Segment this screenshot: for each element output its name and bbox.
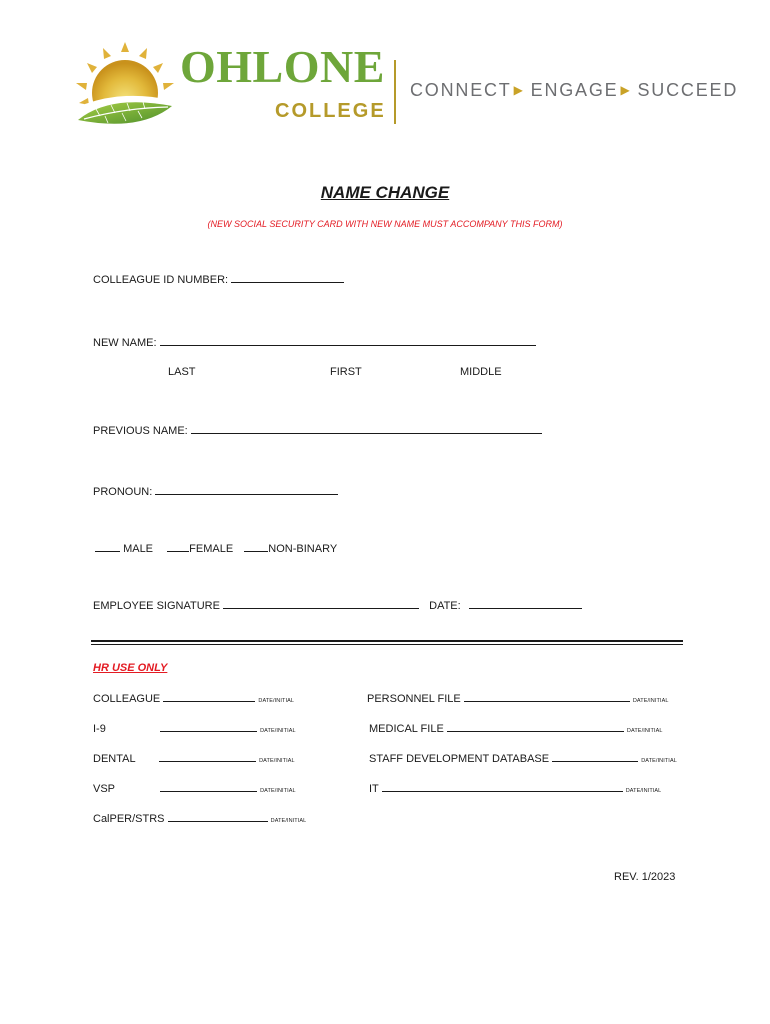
female-checkline[interactable] [167, 550, 189, 552]
hr-item-line[interactable] [159, 760, 256, 762]
form-title: NAME CHANGE [320, 183, 450, 202]
hr-item-label: COLLEAGUE [93, 693, 161, 705]
play-arrow-icon: ▶ [513, 83, 525, 97]
hr-personnel-row [367, 693, 669, 705]
colleague-id-field[interactable] [93, 274, 344, 286]
nonbinary-label: NON-BINARY [268, 543, 338, 555]
logo-wordmark: OHLONE [180, 41, 385, 92]
hr-item-line[interactable] [168, 820, 268, 822]
signature-line[interactable] [223, 607, 419, 609]
hr-item-label: STAFF DEVELOPMENT DATABASE [369, 753, 550, 765]
hr-item-label: MEDICAL FILE [369, 723, 444, 735]
hr-i9-line-group [160, 723, 296, 735]
tagline-connect: CONNECT [410, 80, 512, 100]
hr-item-label: I-9 [93, 723, 106, 735]
signature-row [93, 600, 582, 612]
date-initial-label: DATE/INITIAL [625, 788, 662, 794]
colleague-id-line[interactable] [231, 281, 344, 283]
pronoun-label: PRONOUN: [93, 486, 153, 498]
first-label: FIRST [330, 366, 362, 378]
date-initial-label: DATE/INITIAL [260, 728, 296, 734]
hr-i9-row [93, 723, 106, 735]
new-name-field[interactable] [93, 337, 536, 349]
hr-item-line[interactable] [447, 730, 624, 732]
play-arrow-icon: ▶ [620, 83, 632, 97]
section-divider-thin [91, 644, 683, 645]
last-label: LAST [168, 366, 196, 378]
logo-divider [394, 60, 396, 124]
new-name-line[interactable] [160, 344, 536, 346]
colleague-id-label: COLLEAGUE ID NUMBER: [93, 274, 229, 286]
employee-signature-label: EMPLOYEE SIGNATURE [93, 600, 220, 612]
female-label: FEMALE [189, 543, 234, 555]
hr-vsp-row [93, 783, 115, 795]
revision-label: REV. 1/2023 [614, 871, 676, 883]
middle-label: MIDDLE [460, 366, 502, 378]
nonbinary-checkline[interactable] [244, 550, 268, 552]
hr-staff-dev-row [369, 753, 677, 765]
hr-item-line[interactable] [160, 790, 257, 792]
hr-item-label: CalPER/STRS [93, 813, 165, 825]
previous-name-field[interactable] [93, 425, 542, 437]
date-label: DATE: [429, 600, 461, 612]
male-checkline[interactable] [95, 550, 120, 552]
pronoun-line[interactable] [155, 493, 338, 495]
date-initial-label: DATE/INITIAL [260, 788, 296, 794]
hr-item-line[interactable] [464, 700, 630, 702]
tagline-succeed: SUCCEED [637, 80, 739, 100]
hr-use-only-heading: HR USE ONLY [93, 662, 168, 674]
male-label: MALE [123, 543, 154, 555]
ohlone-college-logo [70, 38, 739, 133]
sun-leaf-icon [70, 38, 180, 133]
new-name-label: NEW NAME: [93, 337, 157, 349]
logo-tagline [410, 80, 738, 101]
previous-name-label: PREVIOUS NAME: [93, 425, 188, 437]
hr-it-row [369, 783, 661, 795]
hr-dental-line-group [159, 753, 295, 765]
hr-item-line[interactable] [382, 790, 623, 792]
hr-calpers-row [93, 813, 306, 825]
date-initial-label: DATE/INITIAL [258, 698, 295, 704]
date-initial-label: DATE/INITIAL [632, 698, 669, 704]
hr-medical-row [369, 723, 663, 735]
date-initial-label: DATE/INITIAL [626, 728, 663, 734]
hr-item-label: IT [369, 783, 379, 795]
previous-name-line[interactable] [191, 432, 542, 434]
hr-item-line[interactable] [160, 730, 257, 732]
hr-dental-row [93, 753, 136, 765]
hr-colleague-row [93, 693, 294, 705]
form-subtitle: (NEW SOCIAL SECURITY CARD WITH NEW NAME MUST ACCOMPANY THIS FORM) [207, 219, 563, 229]
tagline-engage: ENGAGE [530, 80, 619, 100]
date-initial-label: DATE/INITIAL [270, 818, 307, 824]
hr-item-label: VSP [93, 783, 116, 795]
section-divider [91, 640, 683, 642]
hr-item-label: PERSONNEL FILE [367, 693, 461, 705]
date-initial-label: DATE/INITIAL [641, 758, 677, 764]
date-initial-label: DATE/INITIAL [259, 758, 295, 764]
date-line[interactable] [469, 607, 582, 609]
pronoun-field[interactable] [93, 486, 338, 498]
gender-options [95, 543, 337, 555]
logo-subword: COLLEGE [275, 100, 386, 122]
hr-vsp-line-group [160, 783, 296, 795]
hr-item-line[interactable] [552, 760, 638, 762]
hr-item-line[interactable] [163, 700, 255, 702]
hr-item-label: DENTAL [93, 753, 136, 765]
